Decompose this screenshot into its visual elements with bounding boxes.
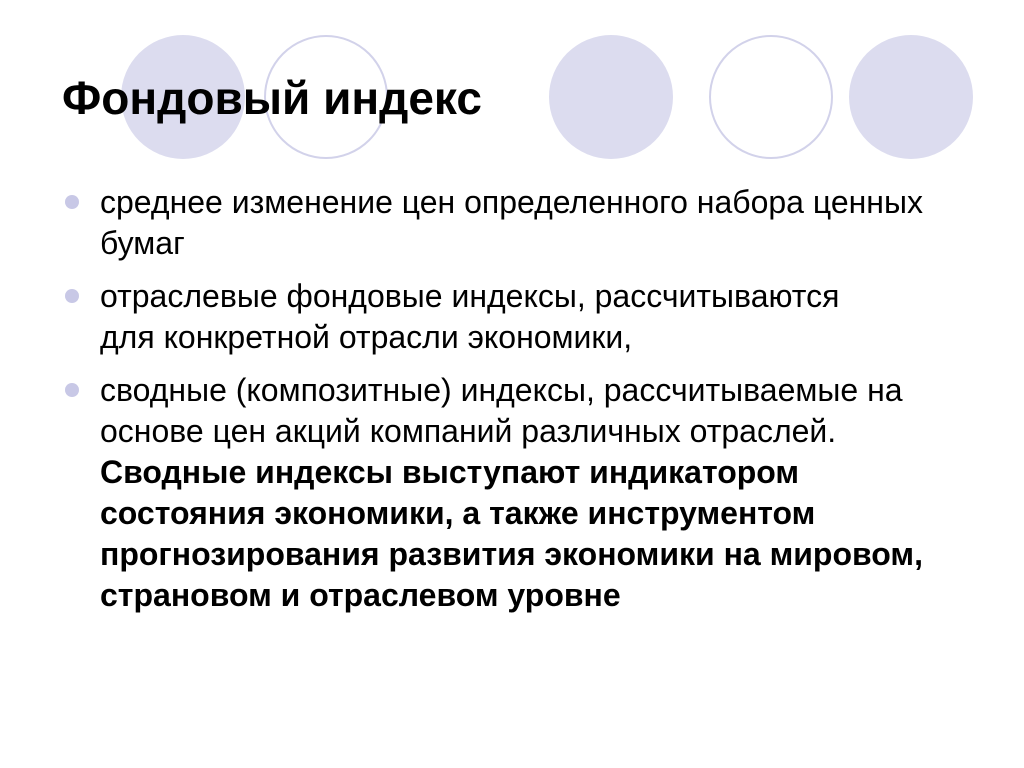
decorative-circle-filled [549,35,673,159]
bullet-dot-icon [65,195,79,209]
bullet-bold-text: Сводные индексы выступают индикатором состояния экономики, а также инструментом прогнозирования развития экономики на мировом, страновом и отраслевом уровне [100,454,923,613]
bullet-item [62,370,950,616]
bullet-dot-icon [65,289,79,303]
slide-title: Фондовый индекс [62,72,482,124]
bullet-text: среднее изменение цен определенного набора ценных бумаг [100,184,923,261]
bullet-list [62,182,962,628]
bullet-text: отраслевые фондовые индексы, рассчитываются для конкретной отрасли экономики, [100,278,840,355]
bullet-item [62,182,960,264]
bullet-text: сводные (композитные) индексы, рассчитываемые на основе цен акций компаний различных отраслей. [100,372,903,449]
decorative-circle-outline [709,35,833,159]
bullet-item [62,276,860,358]
decorative-circle-filled [849,35,973,159]
bullet-dot-icon [65,383,79,397]
